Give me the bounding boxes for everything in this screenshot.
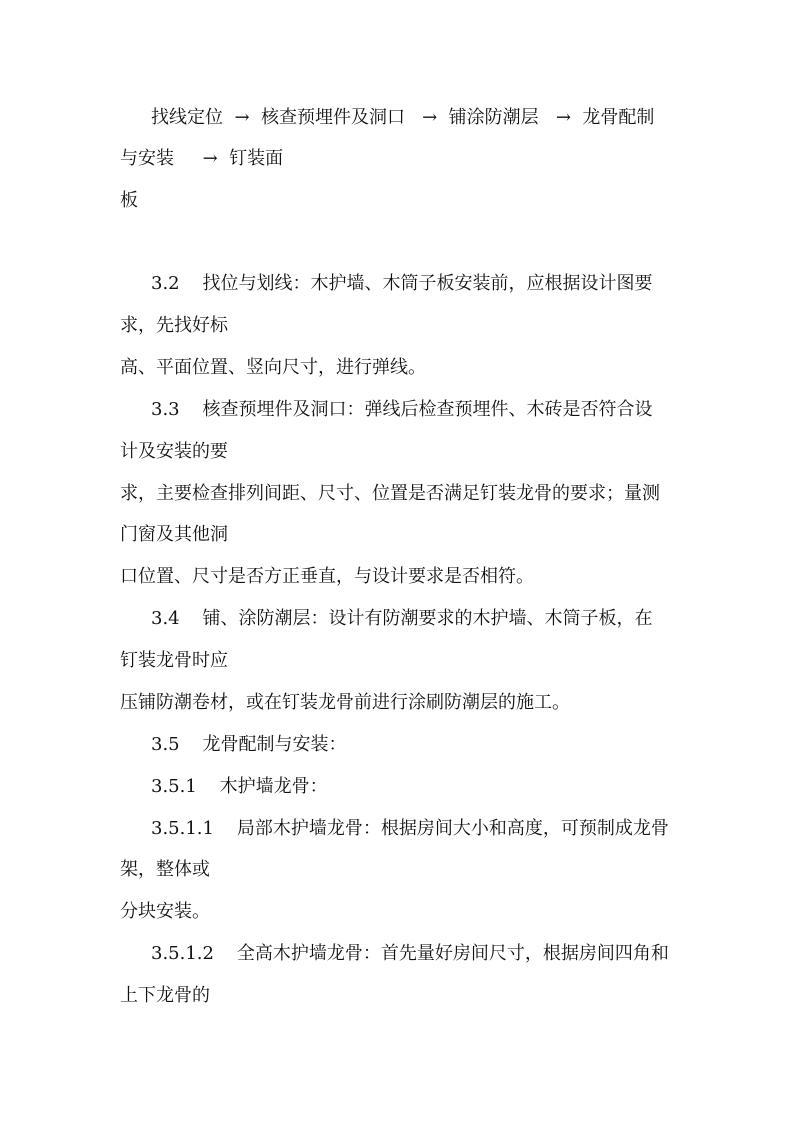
section-3-5-1-heading: 3.5.1 木护墙龙骨：: [151, 776, 328, 797]
section-3-5-1-1-line-2: 架，整体或: [120, 859, 210, 880]
section-3-2-line-3: 高、平面位置、竖向尺寸，进行弹线。: [120, 357, 426, 378]
section-3-3-line-4: 门窗及其他洞: [120, 524, 228, 545]
section-3-3-line-5: 口位置、尺寸是否方正垂直，与设计要求是否相符。: [120, 566, 534, 587]
section-3-5-1-2-line-1: 3.5.1.2 全高木护墙龙骨：首先量好房间尺寸，根据房间四角和: [151, 943, 669, 964]
section-3-3-line-1: 3.3 核查预埋件及洞口：弹线后检查预埋件、木砖是否符合设: [151, 399, 653, 420]
section-3-2-line-1: 3.2 找位与划线：木护墙、木筒子板安装前，应根据设计图要: [151, 273, 653, 294]
section-3-3-line-2: 计及安装的要: [120, 441, 228, 462]
section-3-3-line-3: 求，主要检查排列间距、尺寸、位置是否满足钉装龙骨的要求；量测: [120, 483, 660, 504]
section-3-5-1-2-line-2: 上下龙骨的: [120, 985, 210, 1006]
section-3-5-heading: 3.5 龙骨配制与安装：: [151, 734, 347, 755]
flow-line-1: 找线定位 → 核查预埋件及洞口 → 铺涂防潮层 → 龙骨配制: [151, 107, 655, 128]
section-3-4-line-3: 压铺防潮卷材，或在钉装龙骨前进行涂刷防潮层的施工。: [120, 692, 570, 713]
section-3-5-1-1-line-3: 分块安装。: [120, 901, 210, 922]
section-3-4-line-1: 3.4 铺、涂防潮层：设计有防潮要求的木护墙、木筒子板，在: [151, 608, 653, 629]
flow-line-3: 板: [120, 190, 138, 211]
section-3-2-line-2: 求，先找好标: [120, 315, 228, 336]
section-3-4-line-2: 钉装龙骨时应: [120, 650, 228, 671]
flow-line-2: 与安装 → 钉装面: [120, 148, 284, 169]
section-3-5-1-1-line-1: 3.5.1.1 局部木护墙龙骨：根据房间大小和高度，可预制成龙骨: [151, 818, 669, 839]
